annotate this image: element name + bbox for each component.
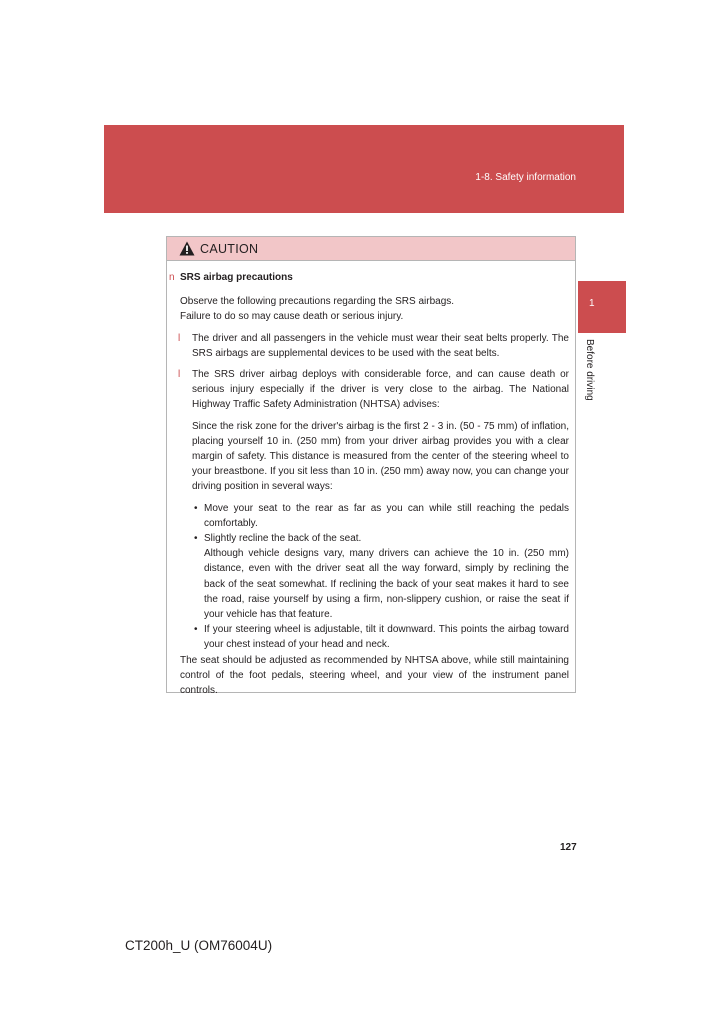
caution-box [166,236,576,697]
chapter-tab [578,281,626,333]
footer-code: CT200h_U (OM76004U) [125,938,273,953]
warning-triangle-icon [179,241,195,256]
dot-item-text: Slightly recline the back of the seat. [204,533,362,545]
intro-line: Observe the following precautions regarding the SRS airbags. [180,296,455,308]
caution-title: CAUTION [200,241,259,256]
dot-marker: • [194,502,198,514]
dot-item-content [204,622,569,652]
bullet-text: The SRS driver airbag deploys with considerable force, and can cause death or serious injury especially if the driver is very close to the airbag. The National Highway Traffic Safety Administration (NHTSA) advises: [192,369,569,411]
list-item [169,331,569,361]
dot-marker: • [194,533,198,545]
page-number: 127 [560,842,577,853]
closing-paragraph: The seat should be adjusted as recommended by NHTSA above, while still maintaining control of the foot pedals, steering wheel, and your view of the instrument panel controls. [180,654,569,697]
dot-list-item [169,622,569,652]
dot-marker: • [194,624,198,636]
dot-list-item [169,531,569,622]
list-item [169,367,569,413]
bullet-text: The driver and all passengers in the vehicle must wear their seat belts properly. The SRS airbags are supplemental devices to be used with the seat belts. [192,332,569,359]
caution-body [167,261,575,698]
chapter-label: Before driving [584,339,595,401]
header-band [104,125,624,213]
section-title: 1-8. Safety information [475,172,576,183]
sub-heading [169,270,569,285]
sub-heading-text: SRS airbag precautions [180,272,293,283]
sub-heading-marker: n [169,272,175,283]
intro-paragraph [169,294,569,324]
dot-list-item [169,501,569,531]
risk-paragraph: Since the risk zone for the driver's airbag is the first 2 - 3 in. (50 - 75 mm) of inflation, placing yourself 10 in. (250 mm) from your driver airbag provides you with a clear margin of safety. This distance is measured from the center of the steering wheel to your breastbone. If you sit less than 10 in. (250 mm) away now, you can change your driving position in several ways: [192,420,569,493]
dot-item-detail: Although vehicle designs vary, many drivers can achieve the 10 in. (250 mm) distance, even with the driver seat all the way forward, simply by reclining the back of the seat somewhat. If reclining the back of your seat makes it hard to see the road, raise yourself by using a firm, non-slippery cushion, or raise the seat if your vehicle has that feature. [204,548,569,621]
chapter-number: 1 [589,298,595,309]
bullet-marker: l [178,332,181,344]
dot-item-text: If your steering wheel is adjustable, tilt it downward. This points the airbag toward your chest instead of your head and neck. [204,624,569,651]
dot-item-content [204,501,569,531]
intro-line: Failure to do so may cause death or serious injury. [180,311,404,323]
dot-item-content [204,531,569,622]
dot-item-text: Move your seat to the rear as far as you can while still reaching the pedals comfortably. [204,502,569,529]
caution-header [167,237,575,261]
bullet-marker: l [178,369,181,381]
